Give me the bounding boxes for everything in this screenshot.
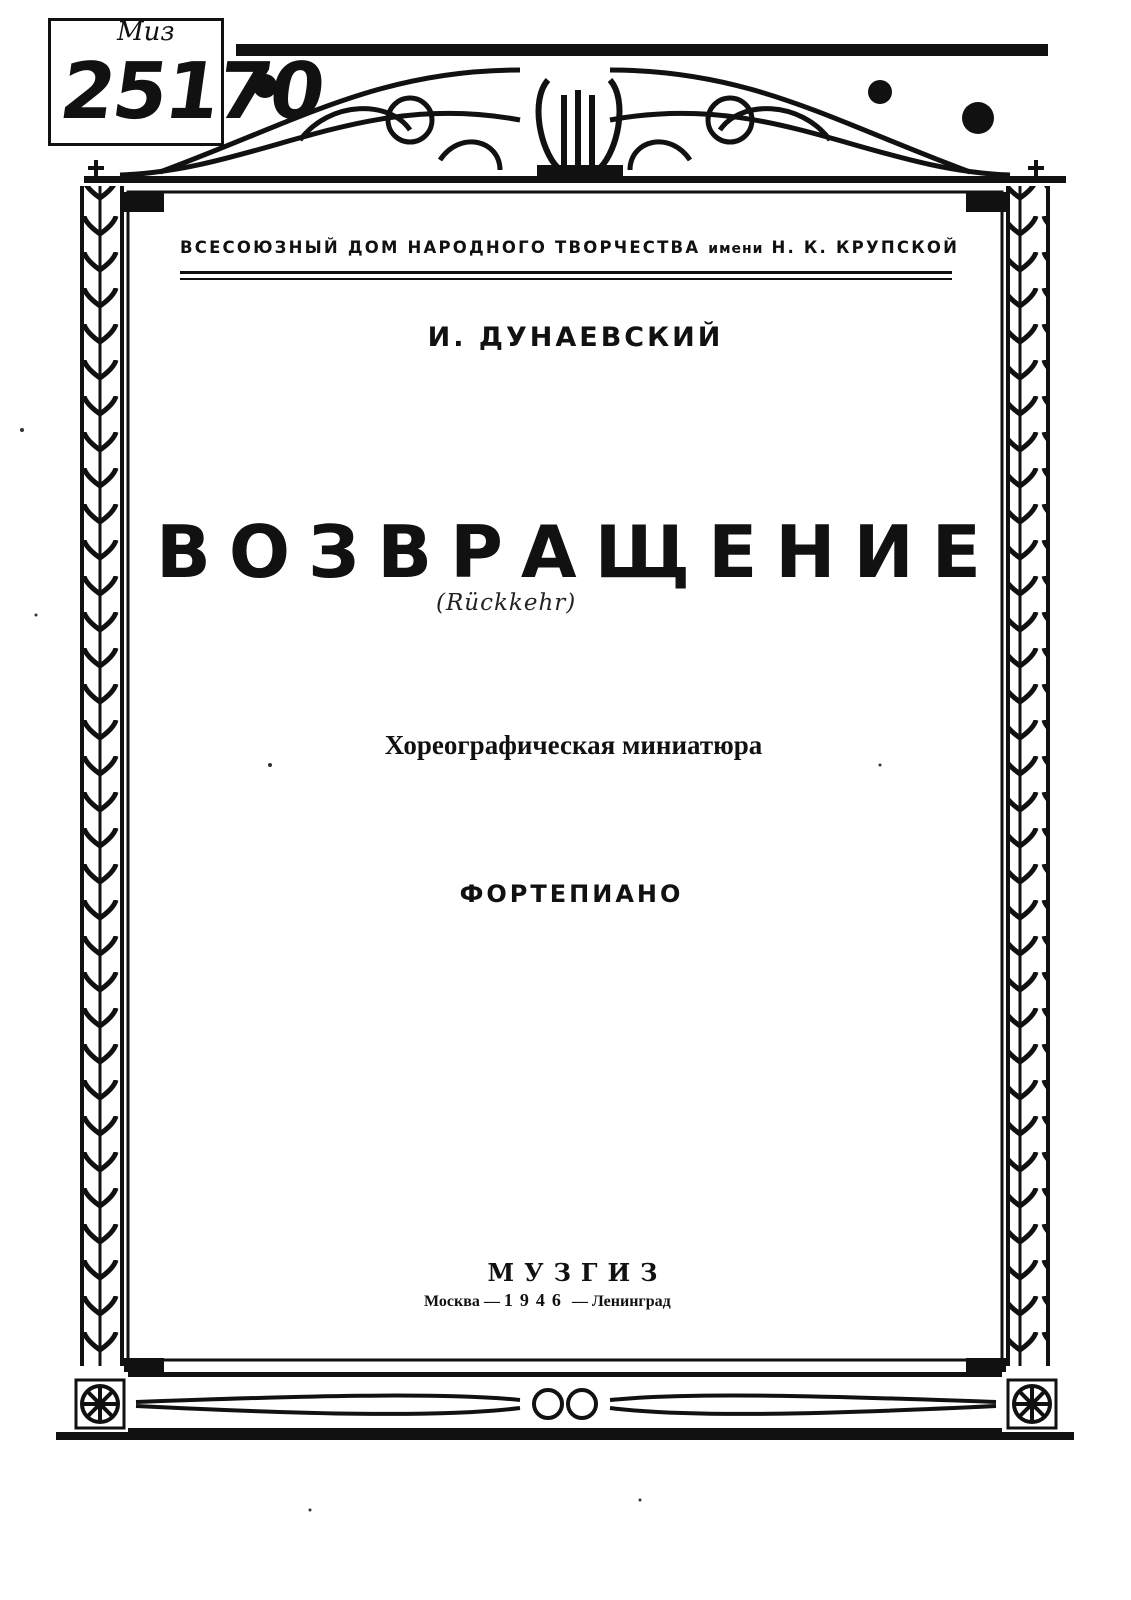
imprint-city-right: Ленинград [591, 1293, 671, 1310]
lyre-icon [539, 80, 620, 178]
stamp-number: 25170 [54, 47, 329, 137]
imprint-dash: — [571, 1293, 588, 1310]
leaf-garland-column-left [84, 186, 120, 1366]
instrument-label: ФОРТЕПИАНО [459, 880, 684, 908]
publisher-name: Н. К. КРУПСКОЙ [771, 238, 960, 257]
imprint-year: 1946 [503, 1290, 568, 1310]
imprint-places [424, 1290, 714, 1311]
composer-name: И. ДУНАЕВСКИЙ [427, 322, 724, 353]
leaf-garland-column-right [1010, 186, 1046, 1366]
work-title: ВОЗВРАЩЕНИЕ [156, 510, 999, 594]
work-subtitle: Хореографическая миниатюра [384, 730, 763, 760]
imprint-dash: — [483, 1293, 500, 1310]
library-stamp [48, 17, 329, 146]
publisher-line [180, 238, 960, 257]
imprint-publisher: МУЗГИЗ [487, 1258, 668, 1287]
vine-scroll-right [610, 70, 1010, 175]
flower-rosette-icon [253, 74, 994, 134]
publisher-main: ВСЕСОЮЗНЫЙ ДОМ НАРОДНОГО ТВОРЧЕСТВА [180, 238, 701, 257]
publisher-rule-thin [180, 278, 952, 280]
imprint-city-left: Москва [424, 1293, 480, 1310]
publisher-rule-thick [180, 271, 952, 274]
publisher-small: имени [708, 241, 764, 257]
handwritten-note: (Rückkehr) [436, 590, 577, 616]
stamp-annotation: Мuз [117, 17, 175, 47]
bottom-garland [136, 1390, 996, 1418]
